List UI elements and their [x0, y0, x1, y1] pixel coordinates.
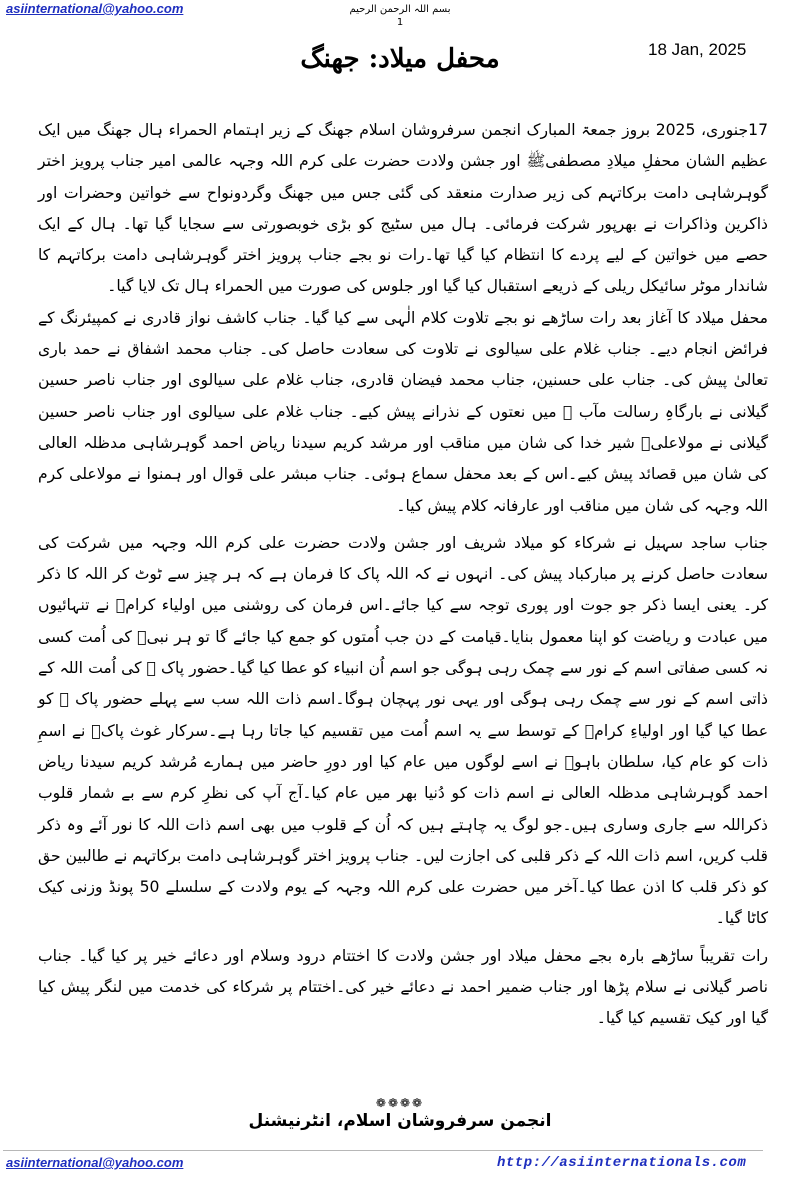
footer-website-link[interactable]: http://asiinternationals.com [497, 1155, 747, 1171]
article-body [38, 115, 768, 1035]
organization-name: انجمن سرفروشان اسلام، انٹرنیشنل [248, 1111, 552, 1131]
page-title: محفل میلاد: جھنگ [300, 44, 500, 74]
paragraph-closing: رات تقریباً ساڑھے بارہ بجے محفل میلاد اور جشن ولادت کا اختتام درود وسلام اور دعائے خیر پر کیا گیا۔ جناب ناصر گیلانی نے سلام پڑھا اور جناب ضمیر احمد نے دعائے خیر کی۔اختتام پر شرکاء کی خدمت میں لنگر پیش کیا گیا اور کیک تقسیم کیا گیا۔ [38, 946, 768, 1028]
article-date: 18 Jan, 2025 [648, 40, 747, 59]
bismillah-heading: بسم اللہ الرحمن الرحیم [349, 4, 451, 15]
paragraph-program: محفل میلاد کا آغاز بعد رات ساڑھے نو بجے تلاوت کلام الٰہی سے کیا گیا۔ جناب کاشف نواز قادری نے کمپیئرنگ کے فرائض انجام دیے۔ جناب غلام علی سیالوی نے تلاوت کی سعادت حاصل کی۔ جناب محمد اشفاق نے حمد باری تعالیٰ پیش کی۔ جناب علی حسنین، جناب محمد فیضان قادری، جناب غلام علی سیالوی اور جناب ناصر حسین گیلانی نے بارگاہِ رسالت مآب ﷺ میں نعتوں کے نذرانے پیش کیے۔ جناب غلام علی سیالوی اور جناب ناصر حسین گیلانی نے مولاعلیؑ شیر خدا کی شان میں مناقب اور مرشد کریم سیدنا ریاض احمد گوہرشاہی مدظلہ العالی کی شان میں قصائد پیش کیے۔اس کے بعد محفل سماع ہوئی۔ جناب مبشر علی قوال اور ہمنوا نے مولاعلی کرم اللہ وجہہ کی شان میں مناقب اور عارفانہ کلام پیش کیا۔ [38, 308, 768, 515]
page-number: 1 [396, 17, 404, 28]
decorative-stars: ❁❁❁❁ [375, 1096, 425, 1110]
footer-email-link[interactable]: asiinternational@yahoo.com [6, 1155, 184, 1170]
footer-divider [3, 1150, 763, 1151]
paragraph-speech: جناب ساجد سہیل نے شرکاء کو میلاد شریف اور جشن ولادت حضرت علی کرم اللہ وجہہ میں شرکت کی سعادت حاصل کرنے پر مبارکباد پیش کی۔ انہوں نے کہ اللہ پاک کا فرمان ہے کہ ہر چیز سے ٹوٹ کر اللہ کا ذکر کر۔ یعنی ایسا ذکر جو جوت اور پوری توجہ سے کیا جائے۔اس فرمان کی روشنی میں اولیاء کرامؒ نے تنہائیوں میں عبادت و ریاضت کو اپنا معمول بنایا۔قیامت کے دن جب اُمتوں کو جمع کیا جائے گا تو ہر نبیؑ کی اُمت کسی نہ کسی صفاتی اسم کے نور سے چمک رہی ہوگی جو اسم اُن انبیاء کو عطا کیا گیا۔حضور پاک ﷺ کی اُمت اللہ کے ذاتی اسم کے نور سے چمک رہی ہوگی اور یہی نور پہچان ہوگا۔اسم ذات اللہ سب سے پہلے حضور پاک ﷺ کو عطا کیا گیا اور اولیاءِ کرامؒ کے توسط سے یہ اسم اُمت میں تقسیم کیا جاتا رہا ہے۔سرکار غوث پاکؓ نے اسمِ ذات کو عام کیا، سلطان باہوؒ نے اسے لوگوں میں عام کیا اور دورِ حاضر میں ہمارے مُرشد کریم سیدنا ریاض احمد گوہرشاہی مدظلہ العالی نے اسم ذات کو دُنیا بھر میں عام کیا۔آج آپ کی نظرِ کرم سے بے شمار قلوب ذکراللہ سے جاری وساری ہیں۔جو لوگ یہ چاہتے ہیں کہ اُن کے قلوب میں بھی اسم ذات اللہ کا نور آئے وہ ذکر قلب کریں، اسم ذات اللہ کے ذکر قلبی کی اجازت لیں۔ جناب پرویز اختر گوہرشاہی دامت برکاتہم نے طالبین حق کو ذکر قلب کا اذن عطا کیا۔آخر میں حضرت علی کرم اللہ وجہہ کے یوم ولادت کے سلسلے 50 پونڈ وزنی کیک کاٹا گیا۔ [38, 533, 768, 928]
paragraph-intro: 17جنوری، 2025 بروز جمعۃ المبارک انجمن سرفروشان اسلام جھنگ کے زیر اہتمام الحمراء ہال جھنگ میں ایک عظیم الشان محفلِ میلادِ مصطفیﷺ اور جشن ولادت حضرت علی کرم اللہ وجہہ عالمی امیر جناب پرویز اختر گوہرشاہی دامت برکاتہم کی زیر صدارت منعقد کی گئی جس میں جھنگ وگردونواح سے خواتین وحضرات اور ذاکرین وذاکرات نے بھرپور شرکت فرمائی۔ ہال میں سٹیج کو بڑی خوبصورتی سے سجایا گیا تھا۔ ہال کے ایک حصے میں خواتین کے لیے پردے کا انتظام کیا گیا تھا۔رات نو بجے جناب پرویز اختر گوہرشاہی دامت برکاتہم کا شاندار موٹر سائیکل ریلی کے ذریعے استقبال کیا گیا اور جلوس کی صورت میں الحمراء ہال تک لایا گیا۔ [38, 121, 768, 296]
header-email-link[interactable]: asiinternational@yahoo.com [6, 1, 184, 16]
